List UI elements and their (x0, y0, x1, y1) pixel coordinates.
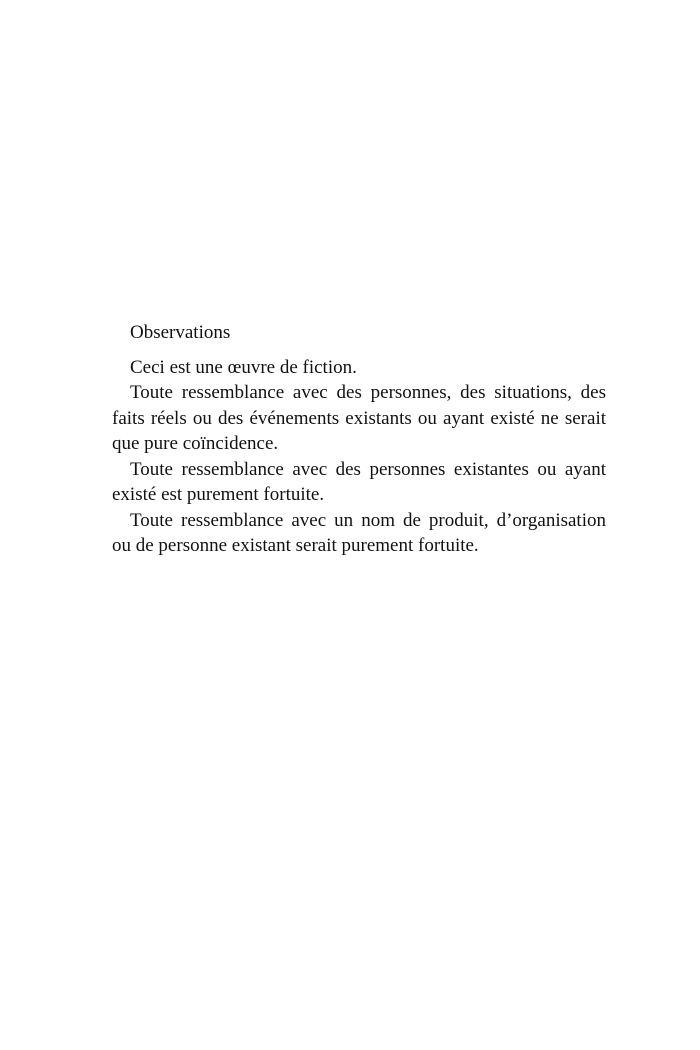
paragraph-coincidence: Toute ressemblance avec des personnes, des situations, des faits réels ou des événements existants ou ayant existé ne serait que pure coïncidence. (112, 382, 606, 454)
paragraph-fiction-notice: Ceci est une œuvre de fiction. (130, 356, 357, 378)
paragraph-fortuitous-persons: Toute ressemblance avec des personnes existantes ou ayant existé est purement fortuite. (112, 458, 606, 505)
paragraph-fortuitous-names: Toute ressemblance avec un nom de produit, d’organisation ou de personne existant serait purement fortuite. (112, 509, 606, 556)
disclaimer-text-block (112, 320, 606, 559)
section-heading: Observations (130, 322, 231, 343)
